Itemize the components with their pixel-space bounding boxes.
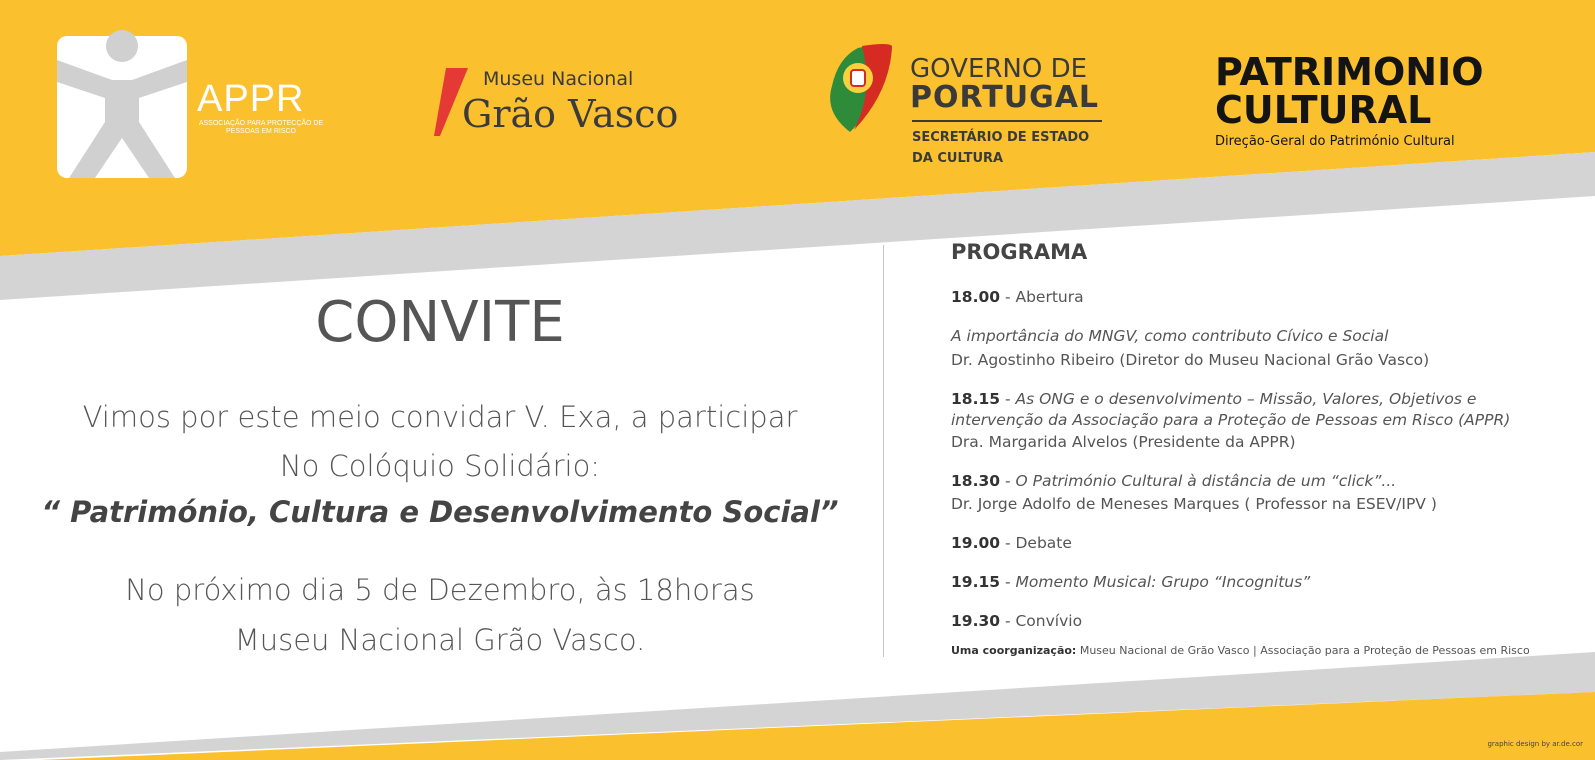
design-credit: graphic design by ar.de.cor — [1487, 740, 1583, 748]
patrimonio-cultural-logo — [1215, 50, 1535, 160]
program-text: Dra. Margarida Alvelos (Presidente da APPR) — [951, 433, 1296, 451]
program-separator: - — [1000, 390, 1016, 408]
program-text: intervenção da Associação para a Proteção de Pessoas em Risco (APPR) — [951, 411, 1511, 429]
program-text: Debate — [1015, 534, 1072, 552]
portugal-flag-icon — [828, 42, 900, 134]
program-text: As ONG e o desenvolvimento – Missão, Valores, Objetivos e — [1015, 390, 1477, 408]
program-time: 18.15 — [951, 390, 1001, 408]
mngv-line2: Grão Vasco — [462, 92, 679, 136]
patrimonio-line1: PATRIMONIO — [1215, 50, 1484, 94]
program-item — [951, 411, 1510, 429]
program-separator: - — [1000, 573, 1016, 591]
invite-venue: Museu Nacional Grão Vasco. — [234, 623, 646, 657]
coorganization-line — [951, 644, 1530, 657]
governo-line3: SECRETÁRIO DE ESTADO — [912, 130, 1090, 145]
appr-name: APPR — [197, 78, 305, 120]
program-text: Momento Musical: Grupo “Incognitus” — [1015, 573, 1311, 591]
program-time: 19.15 — [951, 573, 1001, 591]
program-text: Dr. Agostinho Ribeiro (Diretor do Museu Nacional Grão Vasco) — [951, 351, 1430, 369]
invite-date: No próximo dia 5 de Dezembro, às 18horas — [125, 573, 755, 607]
appr-figure-icon — [57, 30, 187, 180]
governo-line1: GOVERNO DE — [910, 54, 1088, 84]
patrimonio-line3: Direção-Geral do Património Cultural — [1215, 134, 1455, 149]
program-separator: - — [1000, 288, 1016, 306]
invite-line-2: No Colóquio Solidário: — [279, 449, 601, 483]
mngv-line1: Museu Nacional — [483, 68, 634, 90]
governo-portugal-logo — [828, 42, 1128, 172]
column-divider — [883, 245, 884, 657]
program-item — [951, 390, 1476, 408]
program-time: 18.30 — [951, 472, 1001, 490]
patrimonio-line2: CULTURAL — [1215, 88, 1432, 132]
invite-title: CONVITE — [315, 290, 565, 355]
program-time: 18.00 — [951, 288, 1001, 306]
colloquium-title: “ Património, Cultura e Desenvolvimento Social” — [41, 495, 839, 529]
program-text: Abertura — [1015, 288, 1084, 306]
program-item — [951, 495, 1437, 513]
program-time: 19.00 — [951, 534, 1001, 552]
program-item — [951, 534, 1072, 552]
program-title: PROGRAMA — [951, 240, 1088, 264]
program-separator: - — [1000, 472, 1016, 490]
program-text: Convívio — [1015, 612, 1083, 630]
program-item — [951, 612, 1082, 630]
program-item — [951, 573, 1310, 591]
appr-subtitle: ASSOCIAÇÃO PARA PROTECÇÃO DE PESSOAS EM RISCO — [198, 120, 324, 135]
program-item — [951, 327, 1388, 345]
coorganization-text: Museu Nacional de Grão Vasco | Associação para a Proteção de Pessoas em Risco — [1079, 644, 1530, 657]
appr-logo — [57, 30, 337, 180]
program-item — [951, 288, 1084, 306]
governo-line4: DA CULTURA — [912, 151, 1004, 166]
program-text: A importância do MNGV, como contributo Cívico e Social — [951, 327, 1389, 345]
program-text: O Património Cultural à distância de um “click”... — [1015, 472, 1397, 490]
governo-divider — [912, 120, 1102, 122]
program-text: Dr. Jorge Adolfo de Meneses Marques ( Professor na ESEV/IPV ) — [951, 495, 1437, 513]
program-separator: - — [1000, 612, 1016, 630]
program-item — [951, 433, 1296, 451]
program-item — [951, 472, 1396, 490]
program-time: 19.30 — [951, 612, 1001, 630]
program-separator: - — [1000, 534, 1016, 552]
mngv-logo — [440, 66, 720, 146]
invite-line-1: Vimos por este meio convidar V. Exa, a participar — [82, 400, 798, 434]
program-item — [951, 351, 1429, 369]
governo-line2: PORTUGAL — [910, 80, 1100, 115]
coorganization-label: Uma coorganização: — [951, 644, 1077, 657]
